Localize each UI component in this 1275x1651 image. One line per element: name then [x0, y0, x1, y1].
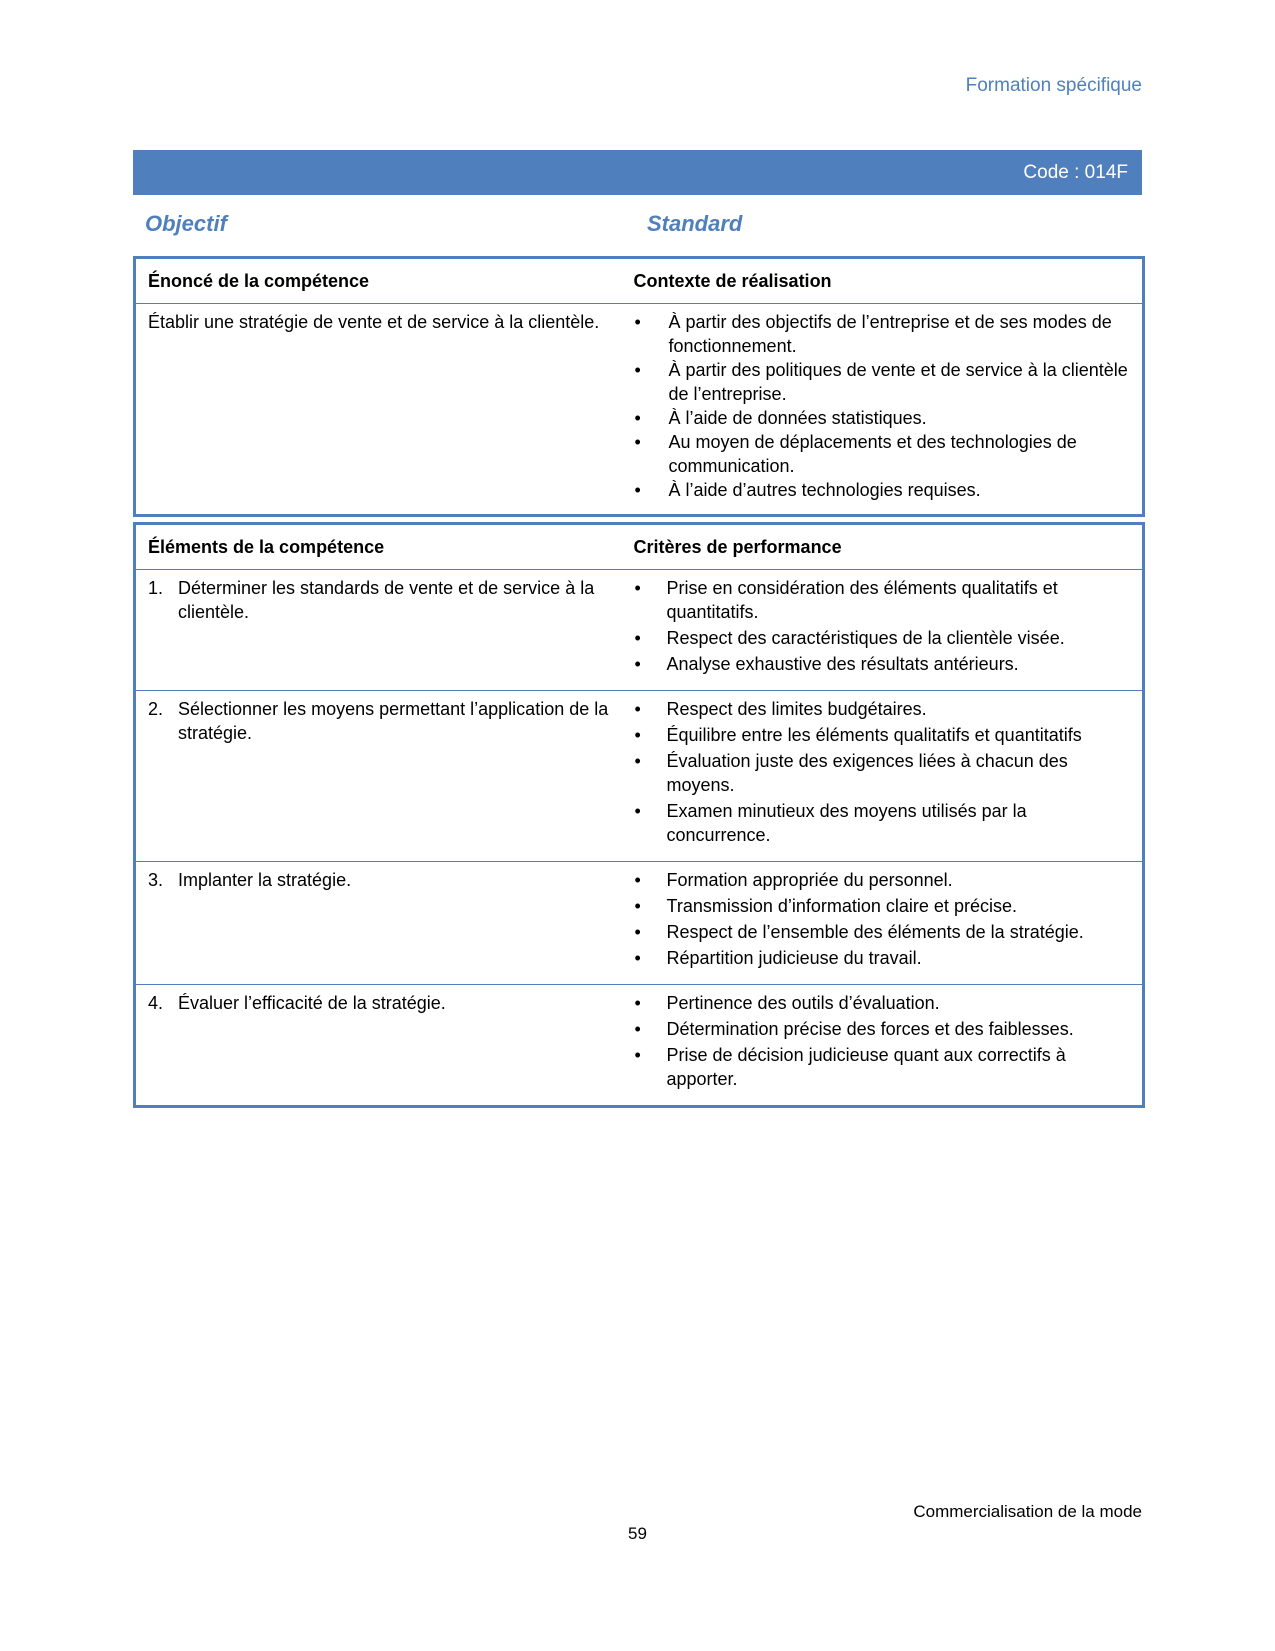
criterion-item: • Respect de l’ensemble des éléments de la stratégie. — [634, 920, 1135, 944]
element-row — [135, 570, 1144, 691]
elements-table — [133, 522, 1145, 1108]
column-headings — [145, 211, 1142, 241]
criterion-item: • Respect des limites budgétaires. — [634, 697, 1135, 721]
criterion-item: • Prise en considération des éléments qualitatifs et quantitatifs. — [634, 576, 1135, 624]
criteria-list — [634, 691, 1143, 861]
competence-statement: Établir une stratégie de vente et de service à la clientèle. — [148, 312, 600, 332]
context-header: Contexte de réalisation — [634, 258, 1144, 304]
element-item — [148, 697, 620, 745]
objective-heading: Objectif — [145, 211, 227, 236]
program-name: Commercialisation de la mode — [913, 1502, 1142, 1521]
criterion-item: • Équilibre entre les éléments qualitatifs et quantitatifs — [634, 723, 1135, 747]
context-item: • À partir des objectifs de l’entreprise et de ses modes de fonctionnement. — [634, 310, 1135, 358]
context-item: • Au moyen de déplacements et des technologies de communication. — [634, 430, 1135, 478]
context-item: • À l’aide d’autres technologies requises. — [634, 478, 1135, 502]
statement-header: Énoncé de la compétence — [135, 258, 634, 304]
criteria-header: Critères de performance — [634, 524, 1144, 570]
criterion-item: • Pertinence des outils d’évaluation. — [634, 991, 1135, 1015]
elements-header: Éléments de la compétence — [135, 524, 634, 570]
criterion-item: • Respect des caractéristiques de la clientèle visée. — [634, 626, 1135, 650]
elements-table-header — [135, 524, 1144, 570]
element-row — [135, 985, 1144, 1107]
criterion-item: • Répartition judicieuse du travail. — [634, 946, 1135, 970]
context-list — [634, 304, 1143, 514]
element-item — [148, 576, 620, 624]
element-number: 3. — [148, 870, 164, 890]
criteria-list — [634, 985, 1143, 1105]
context-item: • À l’aide de données statistiques. — [634, 406, 1135, 430]
element-row — [135, 691, 1144, 862]
element-text: Sélectionner les moyens permettant l’application de la stratégie. — [178, 699, 609, 743]
criterion-item: • Analyse exhaustive des résultats antérieurs. — [634, 652, 1135, 676]
element-row — [135, 862, 1144, 985]
code-bar — [133, 150, 1142, 195]
criterion-item: • Examen minutieux des moyens utilisés par la concurrence. — [634, 799, 1135, 847]
element-number: 2. — [148, 699, 164, 719]
competence-table-body — [135, 304, 1144, 516]
section-title: Formation spécifique — [965, 75, 1142, 96]
criterion-item: • Prise de décision judicieuse quant aux correctifs à apporter. — [634, 1043, 1135, 1091]
context-item: • À partir des politiques de vente et de service à la clientèle de l’entreprise. — [634, 358, 1135, 406]
criterion-item: • Détermination précise des forces et des faiblesses. — [634, 1017, 1135, 1041]
criterion-item: • Évaluation juste des exigences liées à chacun des moyens. — [634, 749, 1135, 797]
competence-table — [133, 256, 1145, 517]
criteria-list — [634, 862, 1143, 984]
element-text: Implanter la stratégie. — [178, 870, 352, 890]
element-number: 4. — [148, 993, 164, 1013]
criterion-item: • Formation appropriée du personnel. — [634, 868, 1135, 892]
element-text: Déterminer les standards de vente et de service à la clientèle. — [178, 578, 595, 622]
element-item — [148, 868, 620, 892]
criterion-item: • Transmission d’information claire et précise. — [634, 894, 1135, 918]
standard-heading: Standard — [647, 211, 743, 236]
element-number: 1. — [148, 578, 164, 598]
element-text: Évaluer l’efficacité de la stratégie. — [178, 993, 446, 1013]
page-number: 59 — [628, 1524, 647, 1543]
competence-table-header — [135, 258, 1144, 304]
competency-code: Code : 014F — [1023, 162, 1128, 183]
criteria-list — [634, 570, 1143, 690]
element-item — [148, 991, 620, 1015]
